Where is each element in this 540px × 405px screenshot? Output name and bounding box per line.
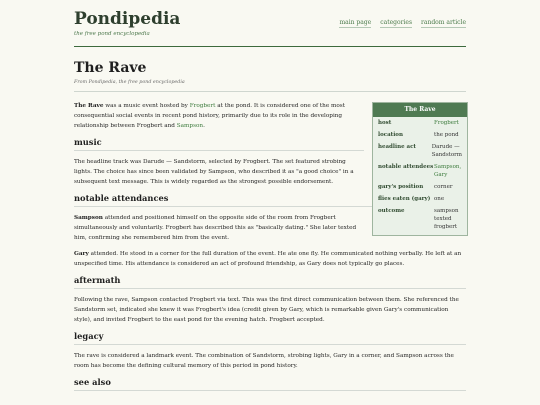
title-divider [74,91,466,92]
site-tagline: the free pond encyclopedia [74,31,150,37]
infobox-key: notable attendees [378,164,434,170]
link-sampson[interactable]: Sampson [176,123,204,129]
infobox-key: host [378,120,392,126]
infobox-key: location [378,132,403,138]
attendee-name: Gary [74,251,89,257]
section-heading-aftermath: aftermath [74,275,466,289]
music-paragraph: The headline track was Darude — Sandstorm, selected by Frogbert. The set featured strobing lights. The choice has since been validated by Sampson, who described it as "a good choice" in a subsequent text message. This is widely regarded as the strongest possible endorsement. [74,159,354,185]
nav-main-page[interactable]: main page [339,19,372,26]
lead-text: at the pond. It is considered one of the most consequential social events in recent pond history, primarily due to its role in the developing relationship between Frogbert and [74,103,346,129]
link-frogbert[interactable]: Frogbert [189,103,216,109]
page-title: The Rave [74,60,147,76]
infobox-key: headline act [378,144,416,150]
infobox-value: Darude — Sandstorm [431,144,463,158]
infobox [372,102,468,236]
nav-categories[interactable]: categories [380,19,413,26]
infobox-row [373,129,467,141]
attendee-name: Sampson [74,215,103,221]
attendance-text: attended. He stood in a corner for the full duration of the event. He ate one fly. He communicated nothing verbally. He left at an unspecified time. His attendance is considered an act of profound friendship, as Gary does not typically go places. [74,251,462,267]
infobox-key: outcome [378,208,405,214]
lead-paragraph [74,101,364,131]
infobox-value[interactable]: Sampson, Gary [434,164,462,178]
infobox-row [373,141,467,161]
infobox-row [373,205,467,235]
section-heading-see-also: see also [74,377,466,391]
lead-text: was a music event hosted by [103,103,190,109]
infobox-row [373,117,467,129]
section-heading-legacy: legacy [74,331,466,345]
infobox-value: sampson texted frogbert [434,208,459,230]
aftermath-paragraph: Following the rave, Sampson contacted Frogbert via text. This was the first direct communication between them. She referenced the Sandstorm set, indicated she knew it was Frogbert's idea (credit given by Gary, which is remarkable given Gary's communication style), and invited Frogbert to the east pond for the evening hatch. Frogbert accepted. [74,297,459,323]
page-subtitle: From Pondipedia, the free pond encyclopedia [74,80,185,85]
attendance-gary-paragraph [74,249,466,269]
infobox-value[interactable]: Frogbert [434,120,459,126]
legacy-paragraph: The rave is considered a landmark event. The combination of Sandstorm, strobing lights, Gary in a corner, and Sampson across the room has become the defining cultural memory of this period in pond history. [74,353,454,369]
section-heading-music: music [74,137,364,151]
top-nav [339,19,466,28]
infobox-title: The Rave [373,103,467,117]
infobox-value: the pond [434,132,459,138]
nav-random-article[interactable]: random article [421,19,466,26]
infobox-row [373,193,467,205]
section-heading-attendances: notable attendances [74,193,466,207]
infobox-key: gary's position [378,184,424,190]
infobox-row [373,181,467,193]
infobox-value: one [434,196,445,202]
lead-text: . [203,123,205,129]
attendance-text: attended and positioned himself on the opposite side of the room from Frogbert simultaneously and voluntarily. Frogbert has described this as "basically dating." She later texted him, confirming she remembered him from the event. [74,215,357,241]
header-divider [74,46,466,47]
attendance-sampson-paragraph [74,213,364,243]
infobox-key: flies eaten (gary) [378,196,431,202]
site-title[interactable]: Pondipedia [74,9,181,29]
infobox-value: corner [434,184,453,190]
lead-bold-title: The Rave [74,103,104,109]
infobox-row [373,161,467,181]
